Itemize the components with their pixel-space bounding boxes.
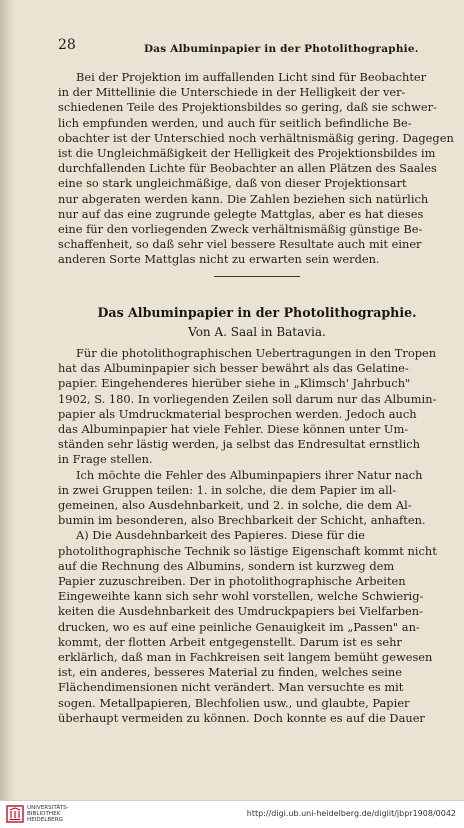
text-line: Für die photolithographischen Uebertragungen in den Tropen bbox=[76, 346, 437, 360]
text-line: anderen Sorte Mattglas nicht zu erwarten sein werden. bbox=[58, 252, 380, 267]
running-head-title: Das Albuminpapier in der Photolithographie. bbox=[144, 43, 419, 55]
text-line: in der Mittellinie die Unterschiede in der Helligkeit der ver- bbox=[58, 85, 406, 100]
text-line: Ich möchte die Fehler des Albuminpapiers ihrer Natur nach bbox=[76, 467, 423, 482]
text-line: eine so stark ungleichmäßige, daß von dieser Projektionsart bbox=[58, 176, 407, 191]
text-line: keiten die Ausdehnbarkeit des Umdruckpapiers bei Vielfarben- bbox=[58, 604, 423, 619]
spine-shadow bbox=[0, 0, 14, 800]
text-line: Bei der Projektion im auffallenden Licht sind für Beobachter bbox=[76, 70, 427, 84]
library-name bbox=[27, 805, 69, 824]
text-line: ständen sehr lästig werden, ja selbst das Endresultat ernstlich bbox=[58, 437, 421, 452]
text-line: papier als Umdruckmaterial besprochen werden. Jedoch auch bbox=[58, 406, 417, 421]
text-line: ist, ein anderes, besseres Material zu finden, welches seine bbox=[58, 665, 402, 680]
article-author: Von A. Saal in Batavia. bbox=[188, 325, 326, 339]
text-line: photolithographische Technik so lästige Eigenschaft kommt nicht bbox=[58, 543, 437, 558]
text-line: erklärlich, daß man in Fachkreisen seit langem bemüht gewesen bbox=[58, 650, 433, 665]
library-name-line: UNIVERSITÄTS- bbox=[27, 805, 69, 811]
article-title: Das Albuminpapier in der Photolithographie. bbox=[97, 305, 417, 320]
text-line: Flächendimensionen nicht verändert. Man versuchte es mit bbox=[58, 680, 404, 695]
text-line: Eingeweihte kann sich sehr wohl vorstellen, welche Schwierig- bbox=[58, 589, 424, 604]
permalink-url[interactable]: http://digi.ub.uni-heidelberg.de/diglit/jbpr1908/0042 bbox=[246, 809, 456, 818]
text-line: obachter ist der Unterschied noch verhältnismäßig gering. Dagegen bbox=[58, 130, 454, 145]
text-line: eine für den vorliegenden Zweck verhältnismäßig günstige Be- bbox=[58, 222, 423, 237]
article-body bbox=[58, 346, 456, 726]
text-line: schaffenheit, so daß sehr viel bessere Resultate auch mit einer bbox=[58, 237, 422, 252]
library-name-line: BIBLIOTHEK bbox=[27, 811, 61, 818]
page-number: 28 bbox=[58, 37, 76, 53]
viewer-footer bbox=[0, 800, 464, 828]
text-line: lich empfunden werden, und auch für seitlich befindliche Be- bbox=[58, 115, 412, 130]
text-line: in Frage stellen. bbox=[58, 452, 153, 467]
text-line: in zwei Gruppen teilen: 1. in solche, die dem Papier im all- bbox=[58, 482, 397, 497]
text-line: auf die Rechnung des Albumins, sondern ist kurzweg dem bbox=[58, 558, 395, 573]
text-line: A) Die Ausdehnbarkeit des Papieres. Diese für die bbox=[76, 528, 365, 543]
text-line: gemeinen, also Ausdehnbarkeit, und 2. in solche, die dem Al- bbox=[58, 498, 412, 513]
text-line: durchfallenden Lichte für Beobachter an allen Plätzen des Saales bbox=[58, 161, 437, 176]
text-line: nur auf das eine zugrunde gelegte Mattglas, aber es hat dieses bbox=[58, 206, 424, 221]
text-line: ist die Ungleichmäßigkeit der Helligkeit des Projektionsbildes im bbox=[58, 146, 436, 161]
paragraph-projection bbox=[58, 70, 456, 268]
library-name-line: HEIDELBERG bbox=[27, 817, 63, 824]
text-line: überhaupt vermeiden zu können. Doch konnte es auf die Dauer bbox=[58, 710, 425, 725]
text-line: Papier zuzuschreiben. Der in photolithographische Arbeiten bbox=[58, 574, 406, 589]
text-line: sogen. Metallpapieren, Blechfolien usw., und glaubte, Papier bbox=[58, 695, 410, 710]
text-line: nur abgeraten werden kann. Die Zahlen beziehen sich natürlich bbox=[58, 191, 429, 206]
section-divider bbox=[214, 276, 300, 277]
text-line: das Albuminpapier hat viele Fehler. Diese können unter Um- bbox=[58, 422, 409, 437]
text-line: kommt, der flotten Arbeit entgegenstellt. Darum ist es sehr bbox=[58, 634, 402, 649]
text-line: drucken, wo es auf eine peinliche Genauigkeit im „Passen" an- bbox=[58, 619, 420, 634]
university-library-logo-icon bbox=[6, 805, 24, 823]
text-line: hat das Albuminpapier sich besser bewährt als das Gelatine- bbox=[58, 361, 409, 376]
text-line: 1902, S. 180. In vorliegenden Zeilen soll darum nur das Albumin- bbox=[58, 391, 437, 406]
text-line: bumin im besonderen, also Brechbarkeit der Schicht, anhaften. bbox=[58, 513, 426, 528]
text-line: schiedenen Teile des Projektionsbildes so gering, daß sie schwer- bbox=[58, 100, 437, 115]
text-line: papier. Eingehenderes hierüber siehe in „Klimsch' Jahrbuch" bbox=[58, 376, 411, 391]
